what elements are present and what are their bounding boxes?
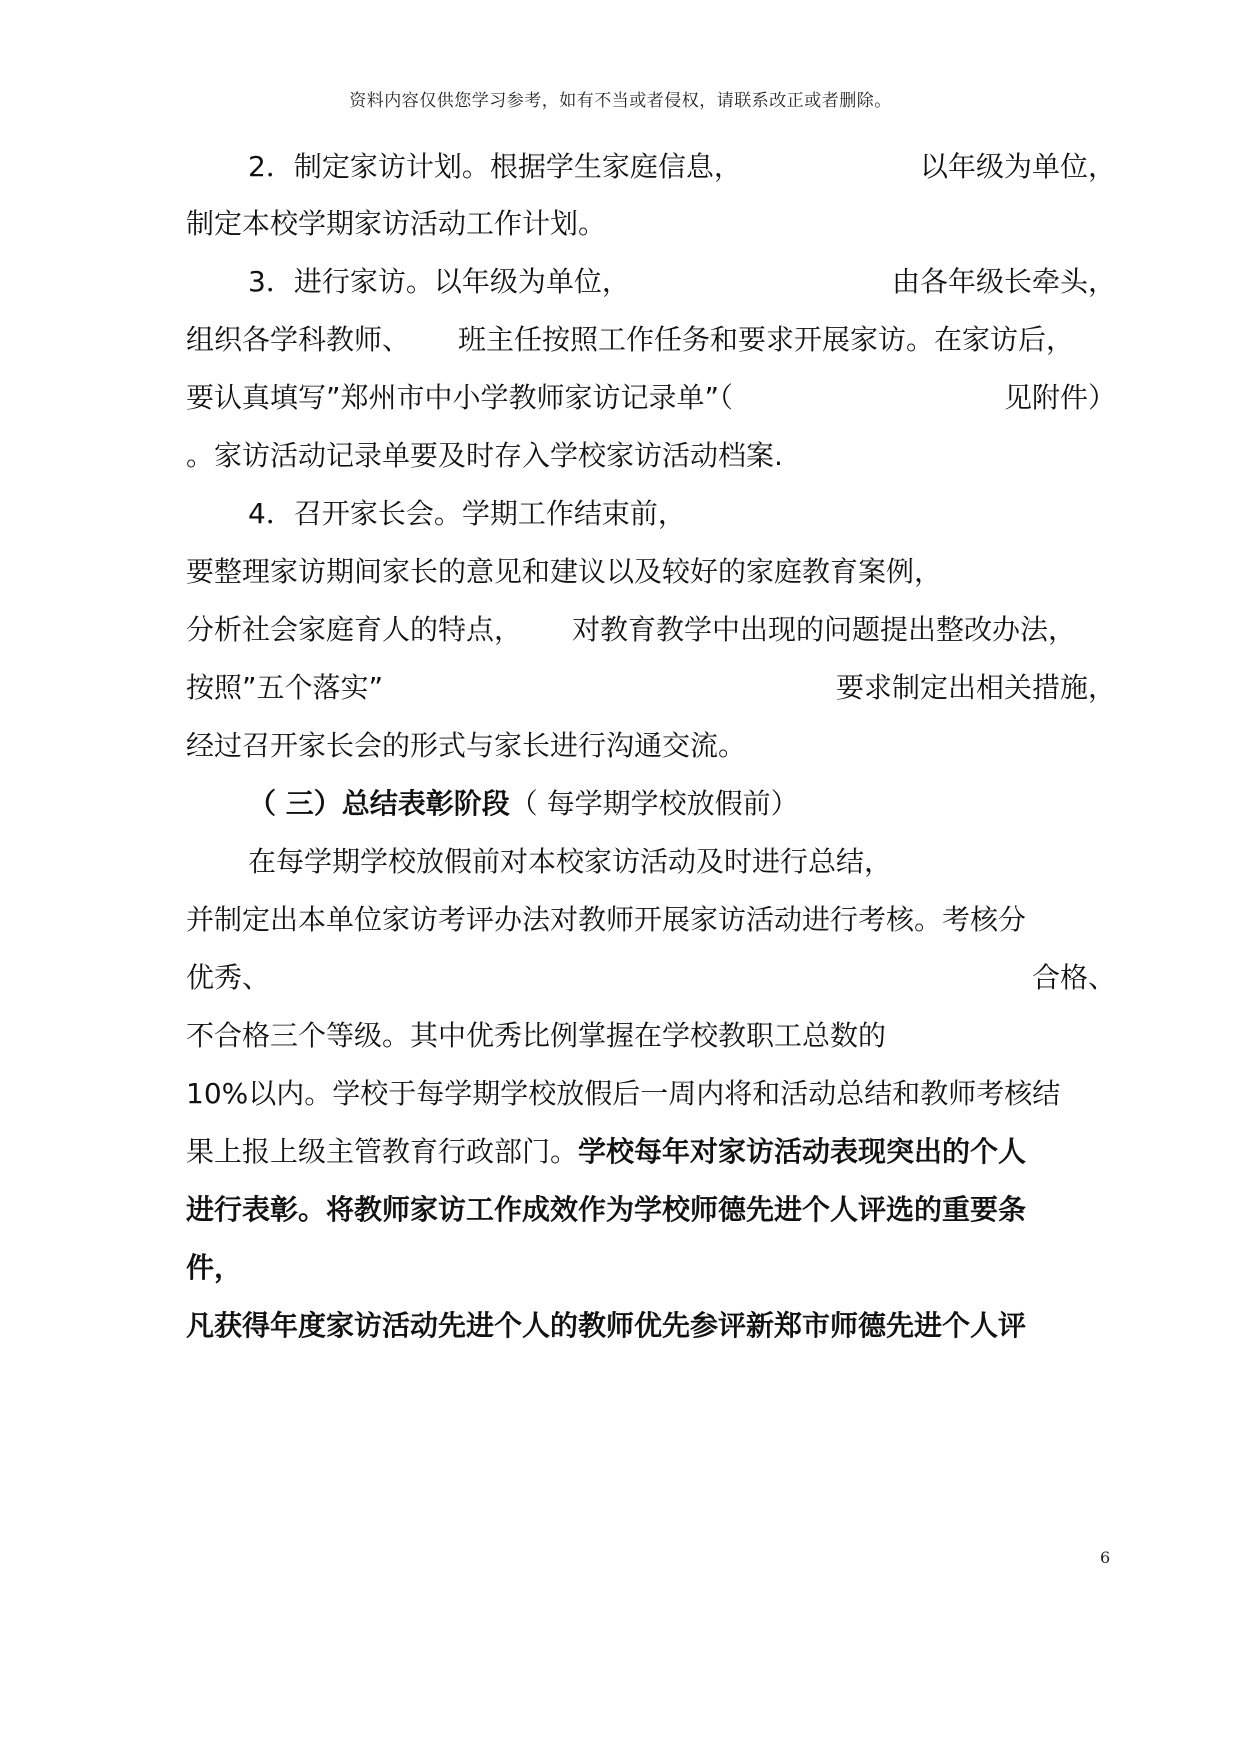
text-line: 。家访活动记录单要及时存入学校家访活动档案. [186,439,783,472]
text-line: 经过召开家长会的形式与家长进行沟通交流。 [186,729,747,762]
text-line: 并制定出本单位家访考评办法对教师开展家访活动进行考核。考核分 [186,903,1027,936]
text-line [186,320,1116,360]
text-segment: 按照”五个落实” [186,671,384,704]
text-segment: 果上报上级主管教育行政部门。 [186,1135,579,1168]
text-segment: 合格、 [1031,961,1116,994]
text-line [186,147,1116,187]
text-line [186,378,1116,418]
text-line [186,262,1116,302]
section-heading [186,784,1116,824]
text-segment: 分析社会家庭育人的特点， [186,613,523,646]
text-segment-bold: 学校每年对家访活动表现突出的个人 [578,1135,1027,1168]
text-line [186,610,1116,650]
text-segment: 见附件） [1003,381,1116,414]
text-segment: 3．进行家访。以年级为单位， [248,265,630,298]
text-segment: 以年级为单位， [919,150,1116,183]
text-segment: 组织各学科教师、 [186,323,411,356]
text-segment: 由各年级长牵头， [891,265,1116,298]
text-segment: 对教育教学中出现的问题提出整改办法， [572,613,1077,646]
text-line: 4．召开家长会。学期工作结束前， [248,497,686,530]
text-segment: 优秀、 [186,961,271,994]
text-line-bold: 件， [186,1251,243,1284]
text-line-bold: 进行表彰。将教师家访工作成效作为学校师德先进个人评选的重要条 [186,1193,1027,1226]
text-line: 不合格三个等级。其中优秀比例掌握在学校教职工总数的 [186,1019,887,1052]
text-line [186,668,1116,708]
text-line: 制定本校学期家访活动工作计划。 [186,207,607,240]
text-segment: 2．制定家访计划。根据学生家庭信息， [248,150,742,183]
text-line: 10%以内。学校于每学期学校放假后一周内将和活动总结和教师考核结 [186,1077,1061,1110]
section-heading-note: （ 每学期学校放假前） [509,787,799,820]
text-line: 在每学期学校放假前对本校家访活动及时进行总结， [248,845,893,878]
page-number: 6 [1100,1548,1111,1567]
text-line: 要整理家访期间家长的意见和建议以及较好的家庭教育案例， [186,555,943,588]
header-disclaimer: 资料内容仅供您学习参考，如有不当或者侵权，请联系改正或者删除。 [349,91,892,111]
text-segment: 要求制定出相关措施， [835,671,1116,704]
text-line [186,958,1116,998]
text-segment: 要认真填写”郑州市中小学教师家访记录单”（ [186,381,734,414]
text-line [186,1132,1116,1172]
section-heading-title: （ 三）总结表彰阶段 [248,787,510,820]
text-segment: 班主任按照工作任务和要求开展家访。在家访后， [458,323,1075,356]
text-line-bold: 凡获得年度家访活动先进个人的教师优先参评新郑市师德先进个人评 [186,1309,1027,1342]
